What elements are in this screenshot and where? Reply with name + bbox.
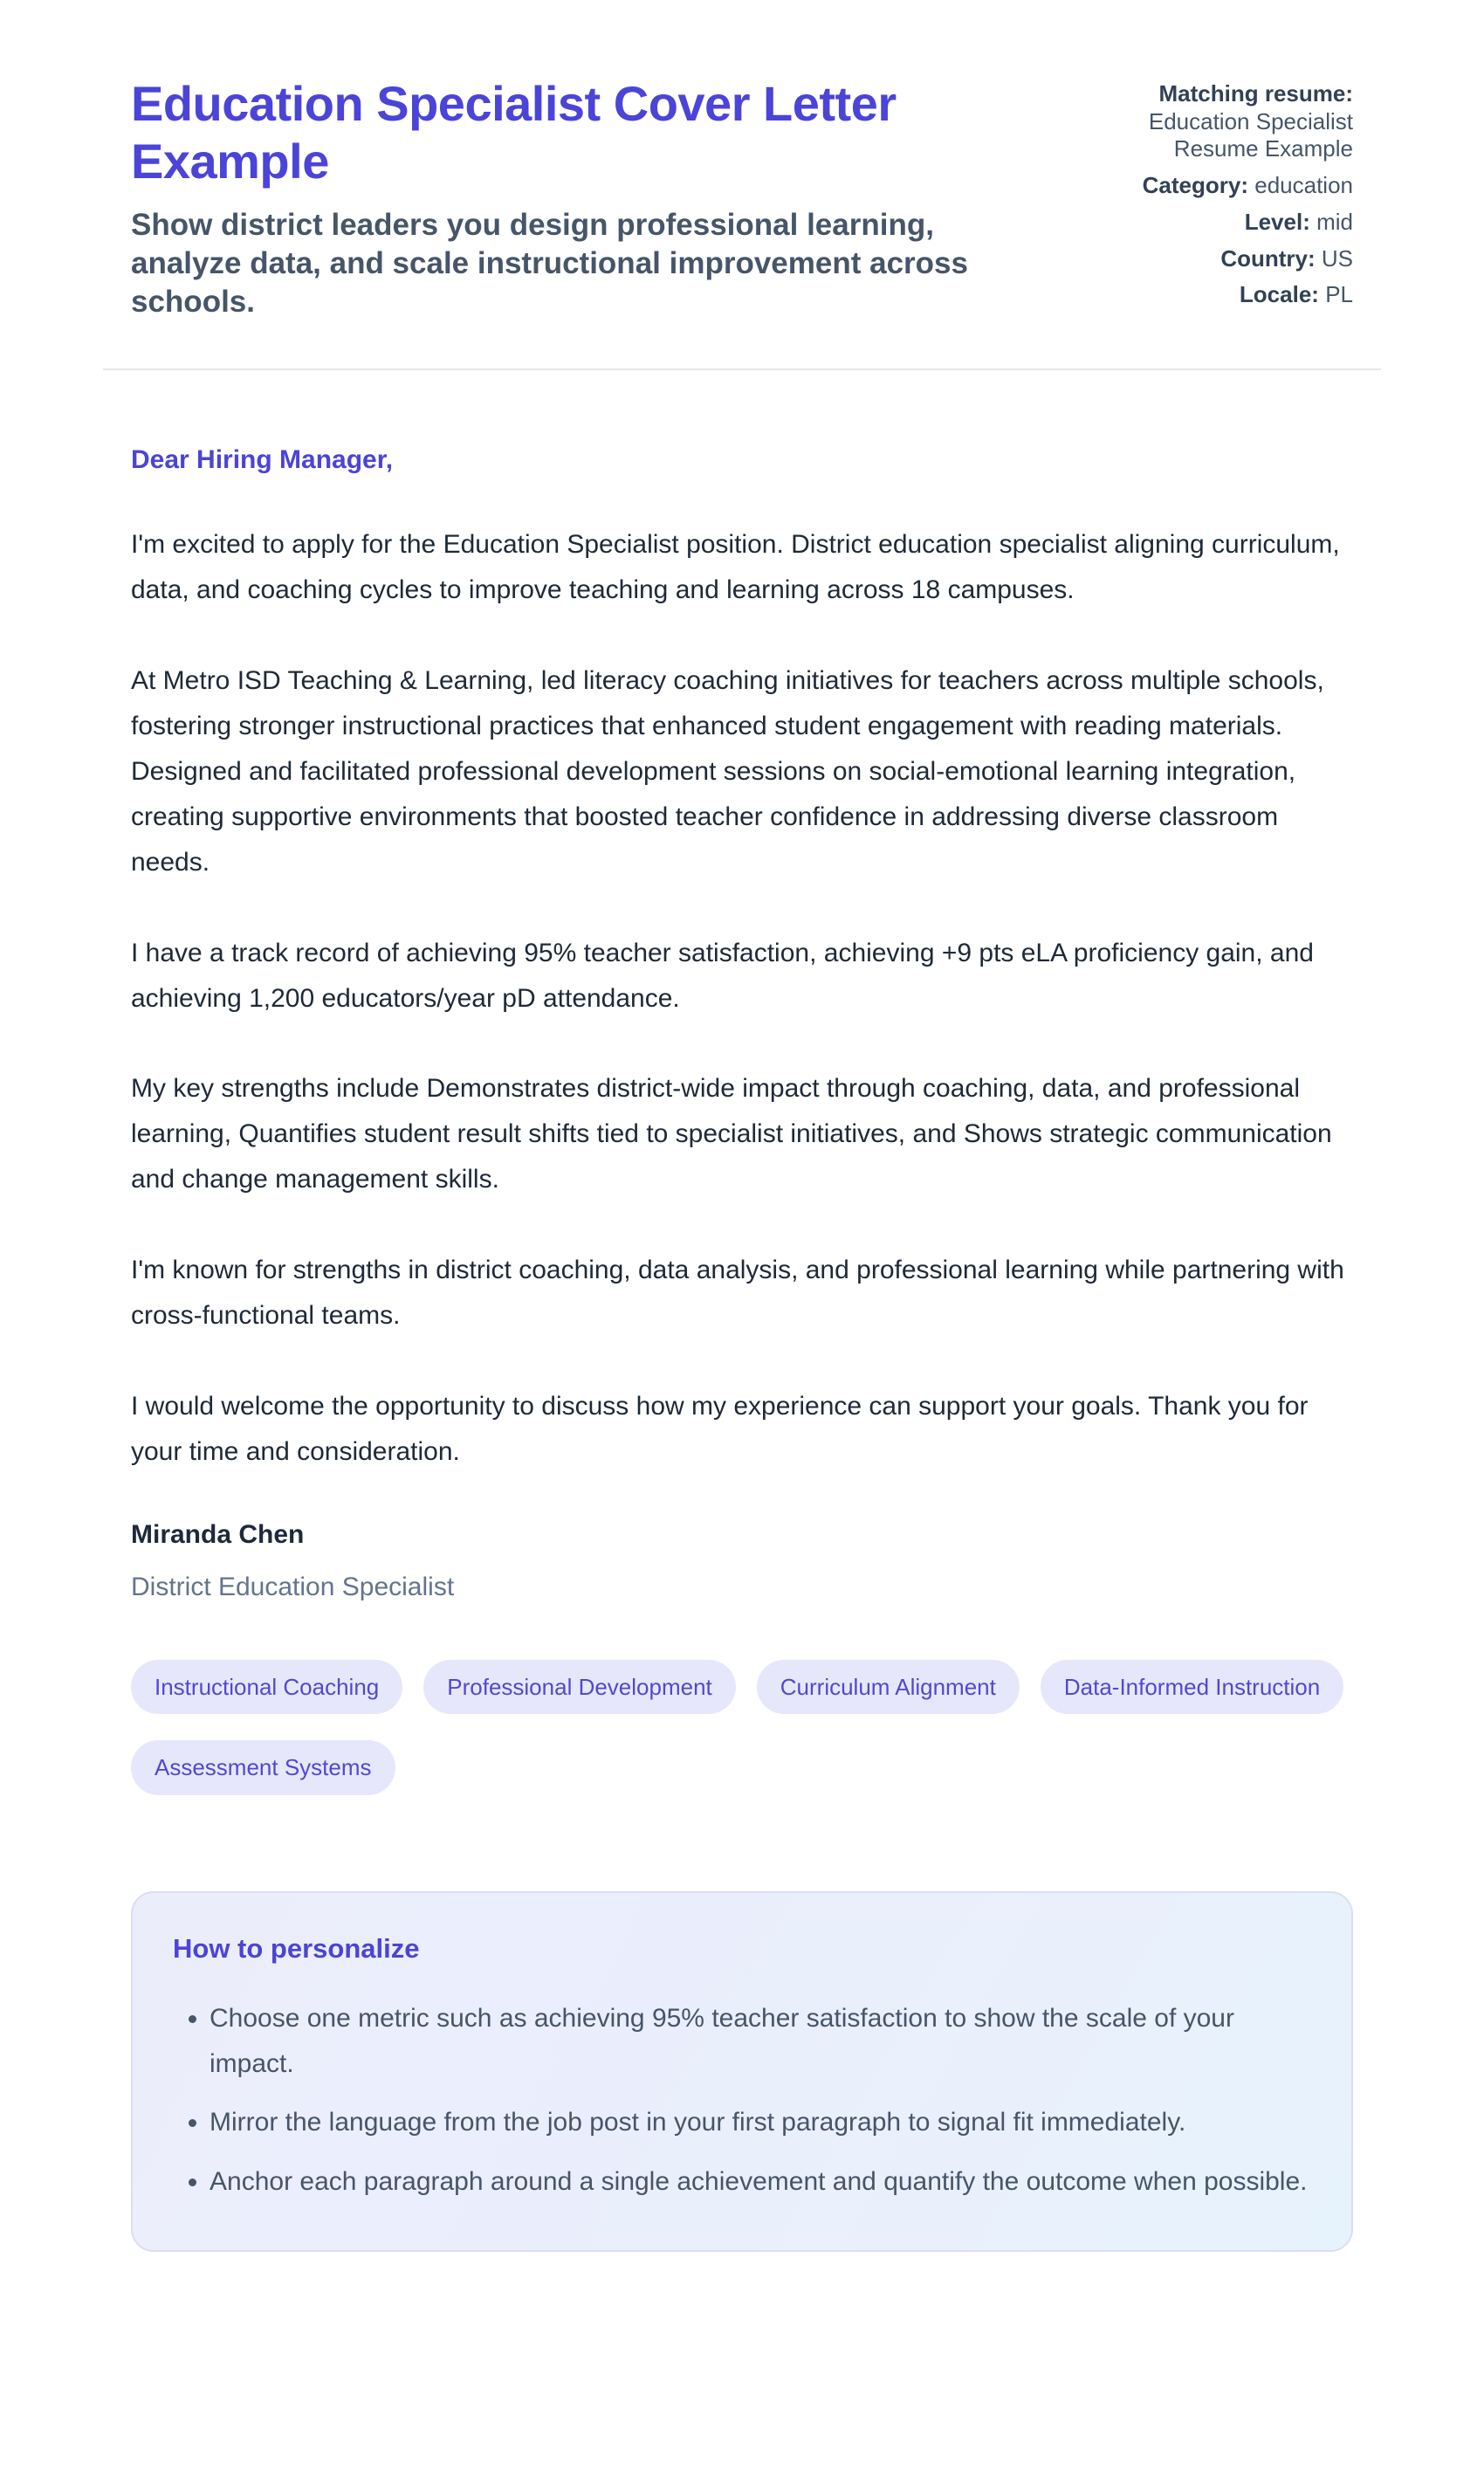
personalize-tip: • Choose one metric such as achieving 95% teacher satisfaction to show the scale of your impact. — [210, 1996, 1311, 2087]
letter-paragraph: At Metro ISD Teaching & Learning, led literacy coaching initiatives for teachers across multiple schools, fostering stronger instructional practices that enhanced student engagement with reading materials. Designed and facilitated professional development sessions on social-emotional learning integration, creating supportive environments that boosted teacher confidence in addressing diverse classroom needs. — [131, 666, 1324, 877]
tag-instructional-coaching[interactable]: Instructional Coaching — [131, 1660, 402, 1715]
meta-country — [1082, 245, 1353, 273]
meta-matching-resume — [1082, 80, 1353, 163]
personalize-tip: • Mirror the language from the job post in your first paragraph to signal fit immediately. — [210, 2100, 1311, 2145]
meta-locale — [1082, 281, 1353, 309]
how-to-personalize-heading: How to personalize — [173, 1932, 420, 1964]
header — [103, 0, 1381, 370]
meta-category-label: Category: — [1142, 172, 1248, 199]
signature-block — [131, 1520, 1353, 1602]
personalize-tips-list — [173, 1996, 1311, 2206]
meta-level — [1082, 209, 1353, 237]
meta-level-value: mid — [1316, 208, 1353, 235]
meta-locale-value: PL — [1325, 281, 1353, 308]
cover-letter-body — [103, 370, 1381, 2252]
meta-category-value: education — [1254, 172, 1353, 199]
page-container — [103, 0, 1381, 2252]
skill-tags — [131, 1660, 1353, 1795]
meta-category — [1082, 172, 1353, 200]
letter-paragraph: I would welcome the opportunity to discuss how my experience can support your goals. Thank you for your time and consideration. — [131, 1391, 1309, 1466]
signature-title: District Education Specialist — [131, 1572, 455, 1601]
letter-paragraph: I'm excited to apply for the Education Specialist position. District education specialist aligning curriculum, data, and coaching cycles to improve teaching and learning across 18 campuses. — [131, 530, 1340, 605]
meta-matching-resume-value: Education Specialist Resume Example — [1148, 107, 1353, 162]
page-title: Education Specialist Cover Letter Example — [131, 76, 897, 189]
tag-data-informed-instruction[interactable]: Data-Informed Instruction — [1041, 1660, 1343, 1715]
meta-matching-resume-label: Matching resume: — [1158, 80, 1353, 107]
tag-professional-development[interactable]: Professional Development — [423, 1660, 736, 1715]
signature-name: Miranda Chen — [131, 1519, 305, 1549]
meta-level-label: Level: — [1244, 208, 1310, 235]
salutation: Dear Hiring Manager, — [131, 445, 394, 475]
how-to-personalize-box — [131, 1891, 1353, 2253]
personalize-tip: • Anchor each paragraph around a single achievement and quantify the outcome when possible. — [210, 2159, 1311, 2205]
letter-paragraph: I'm known for strengths in district coaching, data analysis, and professional learning while partnering with cross-functional teams. — [131, 1256, 1344, 1331]
letter-paragraph: My key strengths include Demonstrates district-wide impact through coaching, data, and professional learning, Quantifies student result shifts tied to specialist initiatives, and Shows strategic communication and change management skills. — [131, 1074, 1332, 1194]
page-subtitle: Show district leaders you design professional learning, analyze data, and scale instructional improvement across schools. — [131, 208, 968, 320]
meta-country-value: US — [1321, 244, 1353, 272]
tag-curriculum-alignment[interactable]: Curriculum Alignment — [757, 1660, 1020, 1715]
meta-panel — [1082, 80, 1353, 318]
meta-locale-label: Locale: — [1239, 281, 1319, 308]
meta-country-label: Country: — [1220, 244, 1316, 272]
letter-paragraph: I have a track record of achieving 95% teacher satisfaction, achieving +9 pts eLA proficiency gain, and achieving 1,200 educators/year pD attendance. — [131, 938, 1314, 1013]
tag-assessment-systems[interactable]: Assessment Systems — [131, 1740, 395, 1795]
header-left — [131, 75, 969, 321]
